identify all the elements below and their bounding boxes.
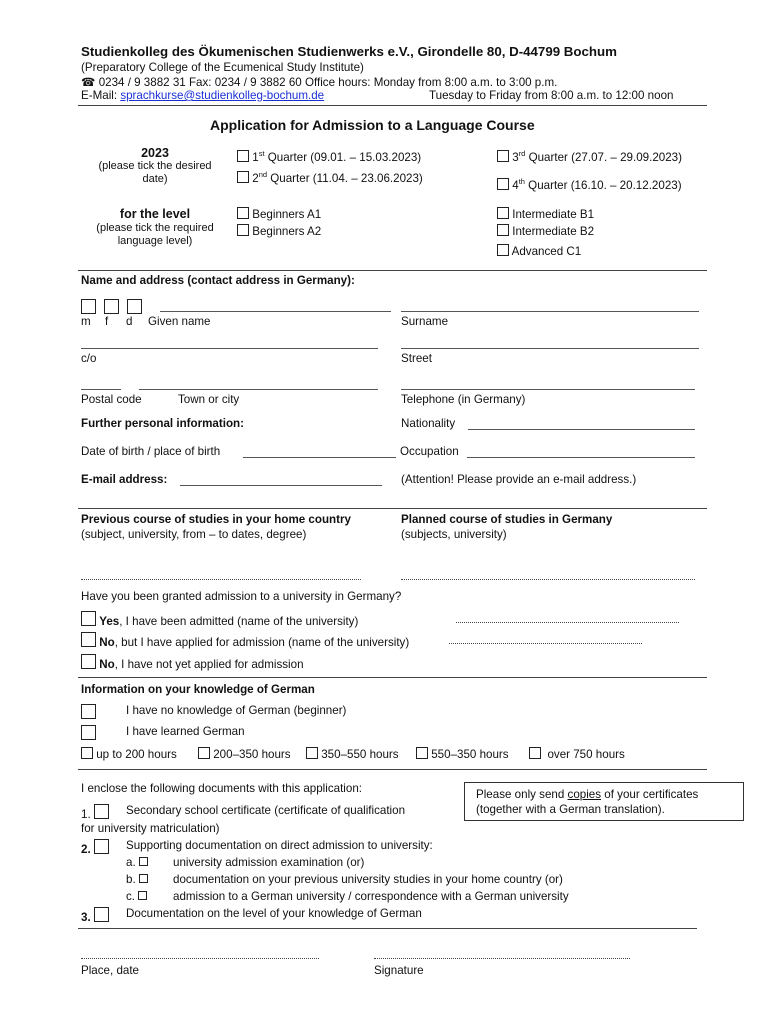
email-address-field[interactable] — [180, 485, 382, 486]
document-2a-checkbox[interactable] — [139, 857, 148, 866]
document-2c-checkbox[interactable] — [138, 891, 147, 900]
document-2c-label: admission to a German university / correspondence with a German university — [173, 890, 569, 903]
dob-label: Date of birth / place of birth — [81, 445, 221, 458]
previous-studies-title: Previous course of studies in your home country — [81, 513, 351, 526]
german-learned-option[interactable] — [81, 725, 96, 742]
co-label: c/o — [81, 352, 97, 365]
quarter-2-option[interactable]: 2nd Quarter (11.04. – 23.06.2023) — [237, 171, 423, 185]
quarter-2-checkbox[interactable] — [237, 171, 249, 183]
level-b2-option[interactable]: Intermediate B2 — [497, 224, 594, 238]
document-2-checkbox[interactable] — [94, 839, 109, 854]
section-divider-1 — [78, 270, 707, 271]
admission-yes-option[interactable]: Yes, I have been admitted (name of the university) — [81, 611, 358, 628]
level-a2-option[interactable]: Beginners A2 — [237, 224, 321, 238]
address-heading: Name and address (contact address in Germany): — [81, 274, 355, 287]
nationality-field[interactable] — [468, 429, 695, 430]
level-a2-checkbox[interactable] — [237, 224, 249, 236]
place-date-field[interactable] — [81, 958, 319, 959]
admission-applied-option[interactable]: No, but I have applied for admission (name of the university) — [81, 632, 409, 649]
applied-university-field[interactable] — [449, 643, 642, 644]
hours-200-350-checkbox[interactable] — [198, 747, 210, 759]
hours-350-550-option[interactable]: 350–550 hours — [306, 747, 399, 761]
dob-field[interactable] — [243, 457, 396, 458]
gender-m-label: m — [81, 315, 91, 328]
header-divider — [78, 105, 707, 106]
quarter-1-option[interactable]: 1st Quarter (09.01. – 15.03.2023) — [237, 150, 421, 164]
email-note: (Attention! Please provide an e-mail address.) — [401, 473, 637, 486]
hours-200-option[interactable]: up to 200 hours — [81, 747, 177, 761]
gender-f-label: f — [105, 315, 109, 328]
level-c1-checkbox[interactable] — [497, 244, 509, 256]
document-2-label: Supporting documentation on direct admission to university: — [126, 839, 433, 852]
gender-checkboxes — [81, 299, 142, 316]
email-address-label: E-mail address: — [81, 473, 168, 486]
postal-code-field[interactable] — [81, 389, 121, 390]
level-b2-checkbox[interactable] — [497, 224, 509, 236]
email-link[interactable]: sprachkurse@studienkolleg-bochum.de — [120, 89, 325, 102]
header-title: Studienkolleg des Ökumenischen Studienwerks e.V., Girondelle 80, D-44799 Bochum — [81, 44, 617, 59]
german-learned-label: I have learned German — [126, 725, 245, 738]
telephone-icon: ☎ — [81, 76, 96, 89]
copies-note-box: Please only send copies of your certificates (together with a German translation). — [464, 782, 744, 821]
street-field[interactable] — [401, 348, 699, 349]
admission-yes-checkbox[interactable] — [81, 611, 96, 626]
previous-studies-field[interactable] — [81, 579, 361, 580]
level-a1-checkbox[interactable] — [237, 207, 249, 219]
document-1-label: Secondary school certificate (certificate of qualification — [126, 804, 406, 817]
document-3-label: Documentation on the level of your knowledge of German — [126, 907, 422, 920]
document-3-checkbox[interactable] — [94, 907, 109, 922]
header-subtitle: (Preparatory College of the Ecumenical Study Institute) — [81, 61, 364, 74]
header-email-line: E-Mail: sprachkurse@studienkolleg-bochum.de — [81, 89, 325, 102]
hours-200-checkbox[interactable] — [81, 747, 93, 759]
admission-applied-checkbox[interactable] — [81, 632, 96, 647]
admission-not-applied-option[interactable]: No, I have not yet applied for admission — [81, 654, 304, 671]
level-b1-option[interactable]: Intermediate B1 — [497, 207, 594, 221]
section-divider-5 — [78, 928, 697, 929]
level-a1-option[interactable]: Beginners A1 — [237, 207, 321, 221]
form-title: Application for Admission to a Language Course — [210, 117, 535, 133]
document-1-option[interactable]: 1. — [81, 804, 109, 821]
level-c1-option[interactable]: Advanced C1 — [497, 244, 581, 258]
nationality-label: Nationality — [401, 417, 456, 430]
occupation-label: Occupation — [400, 445, 459, 458]
section-divider-4 — [78, 769, 707, 770]
hours-750-checkbox[interactable] — [529, 747, 541, 759]
document-2b-label: documentation on your previous university studies in your home country (or) — [173, 873, 563, 886]
street-label: Street — [401, 352, 432, 365]
quarter-4-checkbox[interactable] — [497, 178, 509, 190]
header-office-hours-2: Tuesday to Friday from 8:00 a.m. to 12:00 noon — [429, 89, 674, 102]
gender-m-checkbox[interactable] — [81, 299, 96, 314]
document-1-label-cont: for university matriculation) — [81, 822, 220, 835]
personal-heading: Further personal information: — [81, 417, 244, 430]
admitted-university-field[interactable] — [456, 622, 679, 623]
quarter-4-option[interactable]: 4th Quarter (16.10. – 20.12.2023) — [497, 178, 682, 192]
town-field[interactable] — [139, 389, 378, 390]
planned-studies-field[interactable] — [401, 579, 695, 580]
document-2c-option[interactable]: c. — [126, 890, 147, 903]
given-name-label: Given name — [148, 315, 211, 328]
hours-750-option[interactable]: over 750 hours — [529, 747, 625, 761]
document-2b-checkbox[interactable] — [139, 874, 148, 883]
documents-intro: I enclose the following documents with this application: — [81, 782, 362, 795]
quarter-1-checkbox[interactable] — [237, 150, 249, 162]
level-hint: (please tick the required language level) — [96, 222, 214, 247]
place-date-label: Place, date — [81, 964, 140, 977]
given-name-field[interactable] — [160, 311, 391, 312]
co-field[interactable] — [81, 348, 378, 349]
telephone-label: Telephone (in Germany) — [401, 393, 526, 406]
surname-label: Surname — [401, 315, 449, 328]
date-hint: (please tick the desired date) — [98, 160, 212, 185]
german-none-checkbox[interactable] — [81, 704, 96, 719]
year-label: 2023 — [141, 146, 169, 160]
document-2b-option[interactable]: b. — [126, 873, 148, 886]
admission-question: Have you been granted admission to a university in Germany? — [81, 590, 402, 603]
german-learned-checkbox[interactable] — [81, 725, 96, 740]
telephone-field[interactable] — [401, 389, 695, 390]
hours-550-checkbox[interactable] — [416, 747, 428, 759]
document-2a-option[interactable]: a. — [126, 856, 148, 869]
document-1-checkbox[interactable] — [94, 804, 109, 819]
occupation-field[interactable] — [467, 457, 695, 458]
gender-f-checkbox[interactable] — [104, 299, 119, 314]
planned-studies-subtitle: (subjects, university) — [401, 528, 507, 541]
german-none-label: I have no knowledge of German (beginner) — [126, 704, 347, 717]
signature-field[interactable] — [374, 958, 630, 959]
level-b1-checkbox[interactable] — [497, 207, 509, 219]
german-heading: Information on your knowledge of German — [81, 683, 315, 696]
quarter-3-option[interactable]: 3rd Quarter (27.07. – 29.09.2023) — [497, 150, 682, 164]
hours-550-option[interactable]: 550–350 hours — [416, 747, 509, 761]
planned-studies-title: Planned course of studies in Germany — [401, 513, 613, 526]
document-2-option[interactable]: 2. — [81, 839, 109, 856]
section-divider-2 — [78, 508, 707, 509]
section-divider-3 — [78, 677, 707, 678]
header-contact-line: ☎ 0234 / 9 3882 31 Fax: 0234 / 9 3882 60 Office hours: Monday from 8:00 a.m. to 3:00 p.m. — [81, 76, 558, 89]
level-label: for the level — [119, 207, 191, 221]
quarter-3-checkbox[interactable] — [497, 150, 509, 162]
surname-field[interactable] — [401, 311, 699, 312]
hours-350-550-checkbox[interactable] — [306, 747, 318, 759]
previous-studies-subtitle: (subject, university, from – to dates, degree) — [81, 528, 307, 541]
postal-code-label: Postal code — [81, 393, 142, 406]
town-label: Town or city — [178, 393, 240, 406]
admission-not-applied-checkbox[interactable] — [81, 654, 96, 669]
document-2a-label: university admission examination (or) — [173, 856, 365, 869]
gender-d-label: d — [126, 315, 133, 328]
gender-d-checkbox[interactable] — [127, 299, 142, 314]
signature-label: Signature — [374, 964, 424, 977]
document-3-option[interactable]: 3. — [81, 907, 109, 924]
german-none-option[interactable] — [81, 704, 96, 721]
hours-200-350-option[interactable]: 200–350 hours — [198, 747, 291, 761]
